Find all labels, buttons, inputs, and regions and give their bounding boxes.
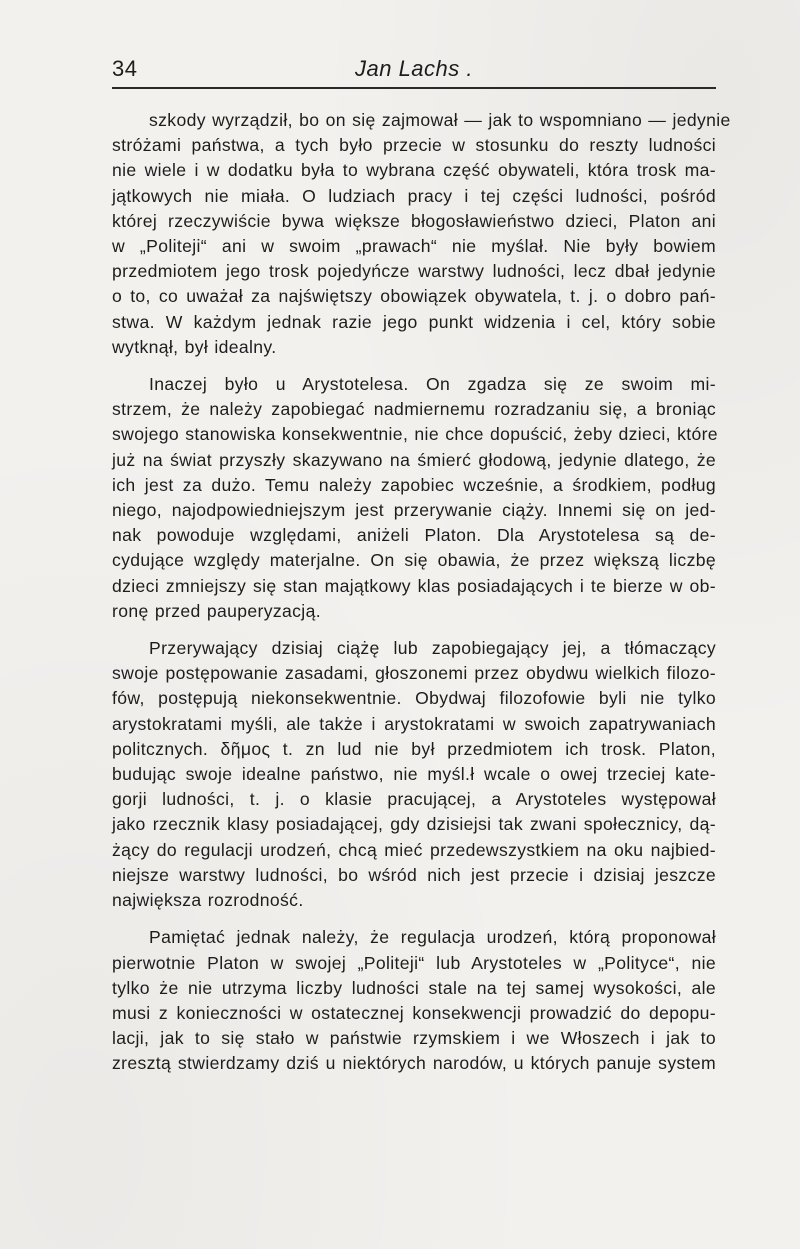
paragraph-1 — [112, 108, 731, 360]
running-head: Jan Lachs . — [354, 56, 473, 81]
text-line: gorji ludności, t. j. o klasie pracującej, a Arystoteles występował — [112, 789, 716, 810]
text-line: pierwotnie Platon w swojej „Politeji“ lub Arystoteles w „Polityce“, nie — [112, 952, 716, 973]
text-line: musi z konieczności w ostatecznej konsekwencji prowadzić do depopu- — [112, 1002, 716, 1023]
text-line: nie wiele i w dodatku była to wybrana część obywateli, która trosk ma- — [112, 160, 716, 181]
text-line: nak powoduje względami, aniżeli Platon. Dla Arystotelesa są de- — [112, 525, 716, 546]
paragraph-4 — [112, 925, 716, 1076]
text-line: największa rozrodność. — [112, 890, 304, 911]
text-line: o to, co uważał za najświętszy obowiązek obywatela, t. j. o dobro pań- — [112, 286, 716, 307]
text-line: już na świat przyszły skazywano na śmierć głodową, jedynie dlatego, że — [112, 449, 716, 470]
text-line: stwa. W każdym jednak razie jego punkt widzenia i cel, który sobie — [112, 311, 716, 332]
page-number: 34 — [112, 56, 138, 81]
text-line: w „Politeji“ ani w swoim „prawach“ nie myślał. Nie były bowiem — [112, 236, 716, 257]
text-line: wytknął, był idealny. — [112, 336, 277, 357]
text-line: lacji, jak to się stało w państwie rzymskiem i we Włoszech i jak to — [112, 1028, 716, 1049]
text-line: tylko że nie utrzyma liczby ludności stale na tej samej wysokości, ale — [112, 977, 716, 998]
text-line: przedmiotem jego trosk pojedyńcze warstwy ludności, lecz dbał jedynie — [112, 261, 716, 282]
text-line: cydujące względy materjalne. On się obawia, że przez większą liczbę — [112, 550, 716, 571]
paragraph-2 — [112, 372, 716, 624]
body-text — [112, 108, 731, 1089]
text-line: żący do regulacji urodzeń, chcą mieć przedewszystkiem na oku najbied- — [112, 839, 716, 860]
text-line: Przerywający dzisiaj ciążę lub zapobiegający jej, a tłómaczący — [149, 638, 716, 659]
text-line: fów, postępują niekonsekwentnie. Obydwaj filozofowie byli nie tylko — [112, 688, 716, 709]
text-line: niego, najodpowiedniejszym jest przerywanie ciąży. Innemi się on jed- — [112, 500, 716, 521]
text-line: Inaczej było u Arystotelesa. On zgadza się ze swoim mi- — [149, 374, 716, 395]
text-line: której rzeczywiście bywa większe błogosławieństwo dzieci, Platon ani — [112, 210, 716, 231]
text-line: swojego stanowiska konsekwentnie, nie chce dopuścić, żeby dzieci, które — [112, 424, 718, 445]
text-line: budując swoje idealne państwo, nie myśl.ł wcale o owej trzeciej kate- — [112, 764, 716, 785]
text-line: jątkowych nie miała. O ludziach pracy i tej części ludności, pośród — [112, 185, 716, 206]
text-line: strzem, że należy zapobiegać nadmiernemu rozradzaniu się, a broniąc — [112, 399, 716, 420]
text-line: stróżami państwa, a tych było przecie w stosunku do reszty ludności — [112, 135, 716, 156]
text-line: szkody wyrządził, bo on się zajmował — jak to wspomniano — jedynie — [149, 110, 731, 130]
text-line: Pamiętać jednak należy, że regulacja urodzeń, którą proponował — [149, 927, 716, 948]
text-line: dzieci zmniejszy się stan majątkowy klas posiadających i te bierze w ob- — [112, 575, 716, 596]
header-rule — [112, 87, 716, 89]
page-header — [112, 56, 716, 90]
text-line: jako rzecznik klasy posiadającej, gdy dzisiejsi tak zwani społecznicy, dą- — [112, 814, 716, 835]
text-line: ronę przed pauperyzacją. — [112, 600, 321, 621]
text-line: zresztą stwierdzamy dziś u niektórych narodów, u których panuje system — [112, 1053, 716, 1074]
text-line: niejsze warstwy ludności, bo wśród nich jest przecie i dzisiaj jeszcze — [112, 864, 716, 885]
text-line: arystokratami myśli, ale także i arystokratami w swoich zapatrywaniach — [112, 713, 716, 734]
text-line: ich jest za dużo. Temu należy zapobiec wcześnie, a środkiem, podług — [112, 474, 716, 495]
paragraph-3 — [112, 636, 716, 913]
text-line: politcznych. δῆμος t. zn lud nie był przedmiotem ich trosk. Platon, — [112, 738, 716, 759]
text-line: swoje postępowanie zasadami, głoszonemi przez obydwu wielkich filozo- — [112, 663, 716, 684]
